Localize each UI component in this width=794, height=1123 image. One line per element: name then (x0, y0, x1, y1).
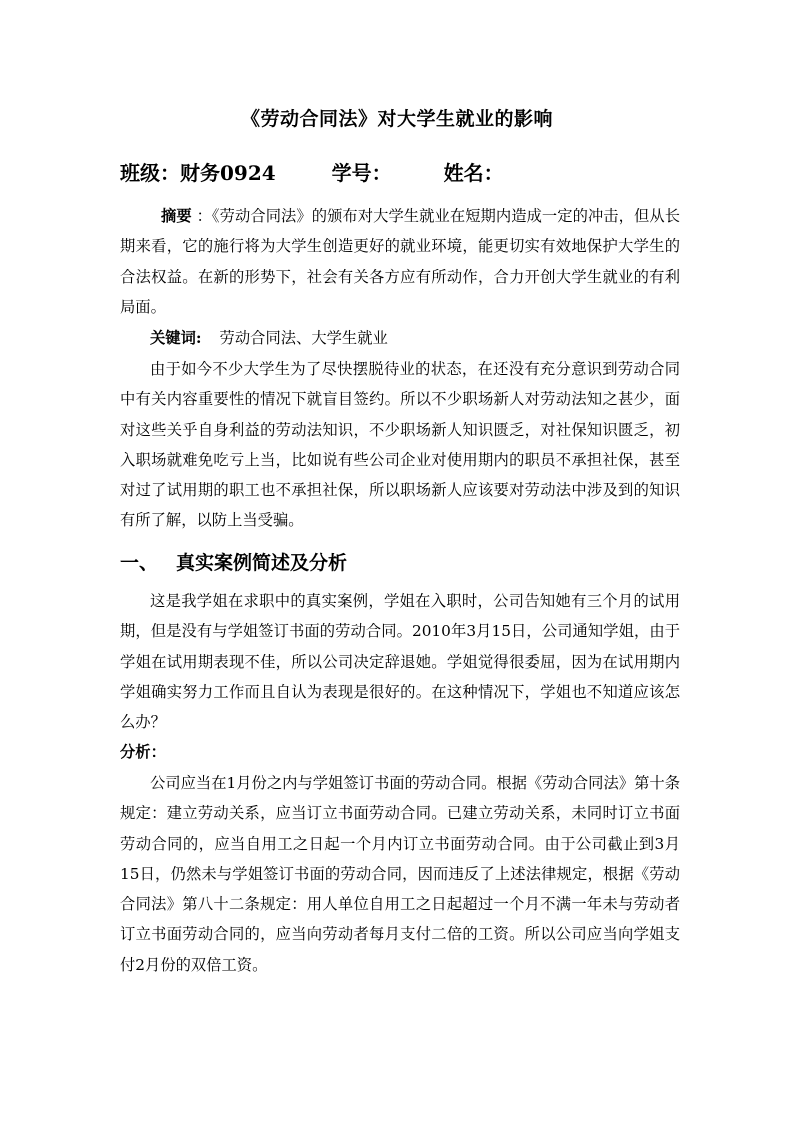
analysis-label: 分析： (120, 743, 166, 761)
keywords-text: 劳动合同法、大学生就业 (219, 329, 388, 347)
keywords-paragraph (120, 323, 680, 353)
case-paragraph: 这是我学姐在求职中的真实案例，学姐在入职时，公司告知她有三个月的试用期，但是没有与学姐签订书面的劳动合同。2010年3月15日，公司通知学姐，由于学姐在试用期表现不佳，所以公司决定辞退她。学姐觉得很委屈，因为在试用期内学姐确实努力工作而且自认为表现是很好的。在这种情况下，学姐也不知道应该怎么办？ (120, 592, 680, 732)
section-heading (120, 548, 347, 575)
student-number-label: 学号： (331, 161, 392, 185)
analysis-paragraph: 公司应当在1月份之内与学姐签订书面的劳动合同。根据《劳动合同法》第十条规定：建立劳动关系，应当订立书面劳动合同。已建立劳动关系，未同时订立书面劳动合同的，应当自用工之日起一个月内订立书面劳动合同。由于公司截止到3月15日，仍然未与学姐签订书面的劳动合同，因而违反了上述法律规定，根据《劳动合同法》第八十二条规定：用人单位自用工之日起超过一个月不满一年未与劳动者订立书面劳动合同的，应当向劳动者每月支付二倍的工资。所以公司应当向学姐支付2月份的双倍工资。 (120, 774, 680, 974)
section-number: 一、 (120, 552, 159, 574)
class-label: 班级：财务0924 (120, 161, 276, 185)
document-title: 《劳动合同法》对大学生就业的影响 (240, 108, 553, 130)
keywords-label: 关键词: (150, 329, 202, 347)
student-name-label: 姓名： (443, 161, 504, 185)
abstract-paragraph (120, 201, 680, 322)
section-heading-text: 真实案例简述及分析 (176, 552, 348, 574)
intro-paragraph: 由于如今不少大学生为了尽快摆脱待业的状态，在还没有充分意识到劳动合同中有关内容重要性的情况下就盲目签约。所以不少职场新人对劳动法知之甚少，面对这些关乎自身利益的劳动法知识，不少职场新人知识匮乏，对社保知识匮乏，初入职场就难免吃亏上当，比如说有些公司企业对使用期内的职员不承担社保，甚至对过了试用期的职工也不承担社保，所以职场新人应该要对劳动法中涉及到的知识有所了解，以防上当受骗。 (120, 360, 680, 530)
abstract-label: 摘要 (161, 207, 192, 225)
abstract-text: ：《劳动合同法》的颁布对大学生就业在短期内造成一定的冲击，但从长期来看，它的施行将为大学生创造更好的就业环境，能更切实有效地保护大学生的合法权益。在新的形势下，社会有关各方应有所动作，合力开创大学生就业的有利局面。 (120, 207, 680, 316)
student-info-line (120, 157, 504, 186)
